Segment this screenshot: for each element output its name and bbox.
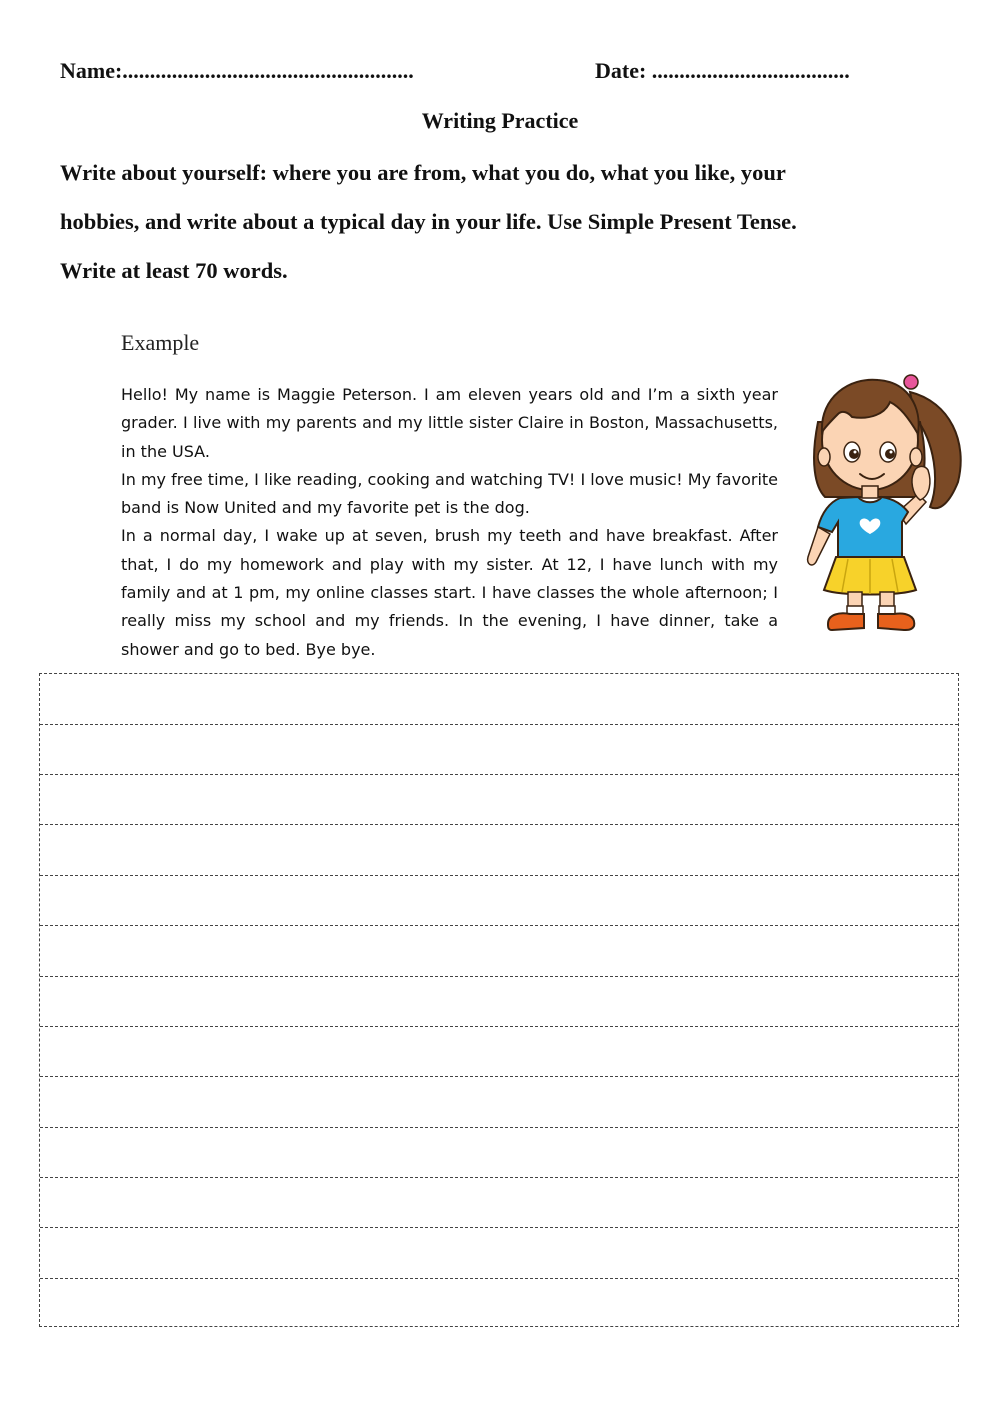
writing-line [40,1227,958,1228]
date-field[interactable]: Date: .................................... [595,58,850,83]
writing-area[interactable] [39,673,959,1327]
girl-waving-icon [790,362,970,637]
header-row [60,58,940,88]
writing-line [40,824,958,825]
example-paragraph: In my free time, I like reading, cooking and watching TV! I love music! My favorite band is Now United and my favorite pet is the dog. [121,469,778,518]
writing-line [40,976,958,977]
instructions-line: hobbies, and write about a typical day in your life. Use Simple Present Tense. [60,209,797,234]
page-title: Writing Practice [421,108,579,133]
instructions-line: Write at least 70 words. [60,258,288,283]
writing-line [40,1127,958,1128]
example-paragraph: In a normal day, I wake up at seven, brush my teeth and have breakfast. After that, I do my homework and play with my sister. At 12, I have lunch with my family and at 1 pm, my online classes start. I have classes the whole afternoon; I really miss my school and my friends. In the evening, I have dinner, take a shower and go to bed. Bye bye. [121,526,778,659]
writing-line [40,1076,958,1077]
instructions [60,148,940,295]
writing-line [40,925,958,926]
example-label: Example [121,330,200,355]
writing-line [40,774,958,775]
writing-line [40,724,958,725]
example-paragraph: Hello! My name is Maggie Peterson. I am eleven years old and I’m a sixth year grader. I live with my parents and my little sister Claire in Boston, Massachusetts, in the USA. [121,385,778,461]
writing-line [40,1026,958,1027]
instructions-line: Write about yourself: where you are from, what you do, what you like, your [60,160,786,185]
writing-line [40,1177,958,1178]
writing-line [40,1278,958,1279]
example-text [121,381,778,664]
writing-line [40,875,958,876]
name-field[interactable]: Name:..................................................... [60,58,414,83]
